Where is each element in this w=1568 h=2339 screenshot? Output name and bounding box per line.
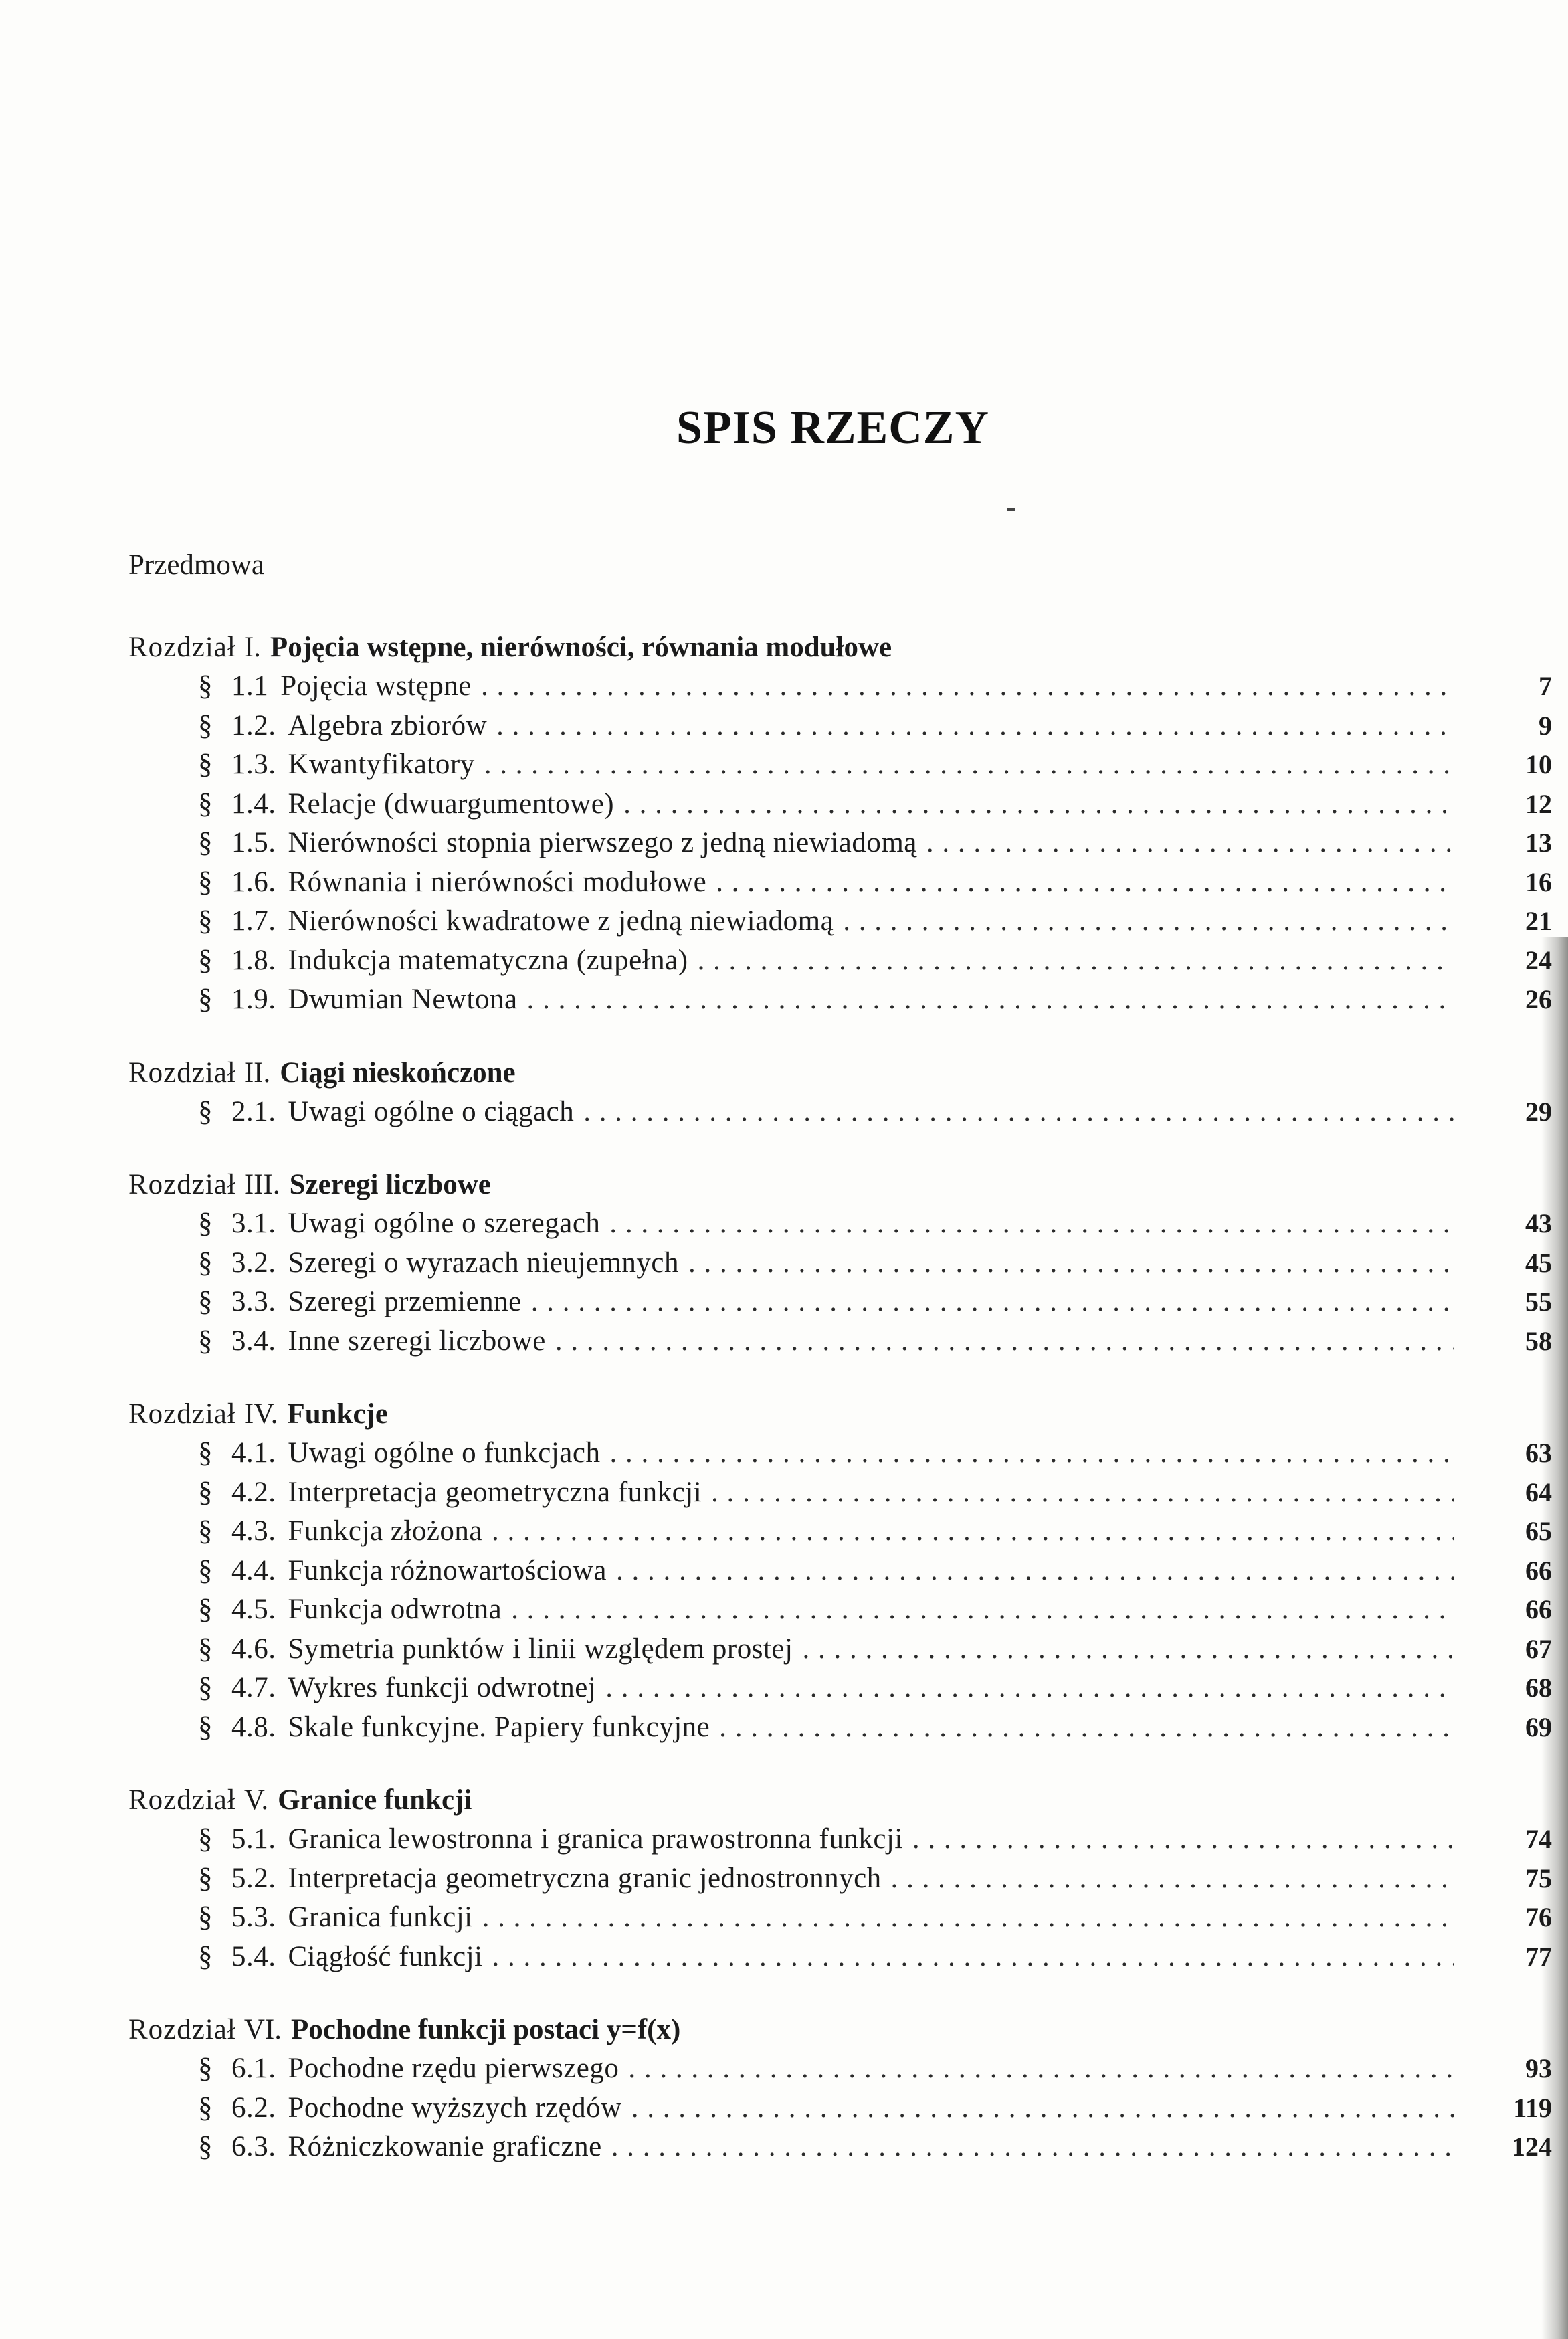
page-number: 65 xyxy=(1525,1516,1552,1546)
dot-leader xyxy=(531,1283,1454,1322)
chapter-heading[interactable] xyxy=(128,1395,1552,1434)
section-number: 3.3. xyxy=(231,1286,276,1317)
chapter-list xyxy=(128,628,1552,2167)
chapter-number: VI. xyxy=(243,2014,282,2045)
section-number: 1.4. xyxy=(231,787,276,820)
page-number: 64 xyxy=(1525,1477,1552,1507)
toc-entry[interactable] xyxy=(198,1859,1552,1899)
section-title: Uwagi ogólne o szeregach xyxy=(288,1208,601,1239)
section-number: 4.7. xyxy=(231,1672,276,1703)
section-number: 1.2. xyxy=(231,709,276,741)
chapter xyxy=(128,2010,1552,2167)
dot-leader xyxy=(912,1820,1454,1859)
chapter-title: Funkcje xyxy=(287,1398,388,1430)
toc-entry[interactable] xyxy=(198,1820,1552,1859)
section-sign: § xyxy=(198,1940,213,1972)
toc-entry[interactable] xyxy=(198,1244,1552,1283)
dot-leader xyxy=(611,2128,1454,2167)
page-number: 29 xyxy=(1525,1096,1552,1127)
dot-leader xyxy=(623,785,1454,824)
toc-entry[interactable] xyxy=(198,1898,1552,1938)
toc-entry[interactable] xyxy=(198,1512,1552,1552)
chapter-label: Rozdział xyxy=(128,1398,236,1430)
toc-entry[interactable] xyxy=(198,745,1552,785)
chapter-title: Ciągi nieskończone xyxy=(280,1056,516,1089)
section-title: Pochodne wyższych rzędów xyxy=(288,2091,622,2124)
chapter-heading[interactable] xyxy=(128,628,1552,667)
section-number: 4.2. xyxy=(231,1476,276,1508)
section-sign: § xyxy=(198,1208,213,1239)
section-sign: § xyxy=(198,1823,213,1855)
section-sign: § xyxy=(198,1515,213,1547)
toc-entry[interactable] xyxy=(198,1938,1552,1977)
dot-leader xyxy=(492,1938,1454,1977)
dot-leader xyxy=(527,980,1454,1020)
dot-leader xyxy=(628,2049,1454,2089)
section-title: Nierówności stopnia pierwszego z jedną niewiadomą xyxy=(288,827,917,858)
toc-entry[interactable] xyxy=(198,1434,1552,1473)
chapter-number: V. xyxy=(243,1784,269,1816)
page-number: 77 xyxy=(1525,1941,1552,1972)
section-title: Pochodne rzędu pierwszego xyxy=(288,2053,619,2084)
dot-leader xyxy=(843,902,1454,941)
section-title: Skale funkcyjne. Papiery funkcyjne xyxy=(288,1711,710,1743)
toc-entry[interactable] xyxy=(198,2128,1552,2167)
section-sign: § xyxy=(198,1437,213,1469)
section-title: Szeregi o wyrazach nieujemnych xyxy=(288,1246,679,1279)
section-title: Symetria punktów i linii względem prostej xyxy=(288,1632,793,1665)
section-number: 1.5. xyxy=(231,827,276,858)
page-number: 55 xyxy=(1525,1287,1552,1317)
page-number: 93 xyxy=(1525,2053,1552,2083)
page-number: 68 xyxy=(1525,1673,1552,1703)
dot-leader xyxy=(482,1898,1454,1938)
section-number: 3.4. xyxy=(231,1325,276,1357)
chapter-title: Szeregi liczbowe xyxy=(289,1169,491,1200)
page-number: 10 xyxy=(1525,749,1552,779)
toc-entry[interactable] xyxy=(198,863,1552,903)
toc-entry[interactable] xyxy=(198,1093,1552,1132)
chapter-heading[interactable] xyxy=(128,1781,1552,1820)
table-of-contents xyxy=(128,549,1552,2201)
section-title: Funkcja różnowartościowa xyxy=(288,1554,607,1586)
section-number: 3.1. xyxy=(231,1208,276,1239)
section-title: Indukcja matematyczna (zupełna) xyxy=(288,944,688,976)
toc-entry[interactable] xyxy=(198,980,1552,1020)
section-sign: § xyxy=(198,1246,213,1279)
page-number: 69 xyxy=(1525,1711,1552,1742)
section-title: Interpretacja geometryczna granic jednostronnych xyxy=(288,1862,882,1894)
page-number: 16 xyxy=(1525,866,1552,897)
section-number: 4.3. xyxy=(231,1515,276,1547)
toc-entry[interactable] xyxy=(198,2089,1552,2128)
page-number: 9 xyxy=(1539,710,1552,741)
toc-entry[interactable] xyxy=(198,707,1552,746)
chapter-title: Pojęcia wstępne, nierówności, równania modułowe xyxy=(270,632,892,663)
chapter-heading[interactable] xyxy=(128,1054,1552,1093)
section-number: 5.2. xyxy=(231,1862,276,1894)
dot-leader xyxy=(698,941,1454,981)
toc-entry[interactable] xyxy=(198,2049,1552,2089)
print-speck xyxy=(1007,508,1015,511)
section-sign: § xyxy=(198,2131,213,2162)
dot-leader xyxy=(605,1669,1454,1708)
dot-leader xyxy=(711,1473,1454,1513)
dot-leader xyxy=(555,1322,1454,1362)
section-number: 4.8. xyxy=(231,1711,276,1743)
toc-entry[interactable] xyxy=(198,824,1552,863)
section-sign: § xyxy=(198,1711,213,1743)
page-number: 119 xyxy=(1513,2092,1552,2123)
section-title: Dwumian Newtona xyxy=(288,984,518,1015)
section-title: Algebra zbiorów xyxy=(288,709,488,741)
toc-entry[interactable] xyxy=(198,1708,1552,1748)
toc-entry[interactable] xyxy=(198,902,1552,941)
page-number: 74 xyxy=(1525,1824,1552,1854)
chapter xyxy=(128,1165,1552,1361)
page-title: SPIS RZECZY xyxy=(676,402,990,454)
page-number: 75 xyxy=(1525,1863,1552,1893)
section-title: Granica funkcji xyxy=(288,1901,473,1933)
dot-leader xyxy=(511,1590,1454,1630)
page-number: 76 xyxy=(1525,1902,1552,1932)
section-number: 5.1. xyxy=(231,1823,276,1855)
section-number: 1.6. xyxy=(231,866,276,898)
toc-entry[interactable] xyxy=(198,785,1552,824)
chapter-heading[interactable] xyxy=(128,2010,1552,2049)
toc-entry[interactable] xyxy=(198,667,1552,707)
toc-entry[interactable] xyxy=(198,1669,1552,1708)
section-sign: § xyxy=(198,1325,213,1357)
section-number: 4.4. xyxy=(231,1554,276,1586)
section-title: Relacje (dwuargumentowe) xyxy=(288,787,615,820)
section-sign: § xyxy=(198,1862,213,1894)
section-title: Funkcja odwrotna xyxy=(288,1594,502,1625)
dot-leader xyxy=(583,1093,1454,1132)
chapter xyxy=(128,628,1552,1020)
section-sign: § xyxy=(198,1594,213,1625)
dot-leader xyxy=(481,667,1454,707)
section-number: 6.3. xyxy=(231,2131,276,2162)
page-number: 24 xyxy=(1525,945,1552,975)
chapter xyxy=(128,1395,1552,1747)
section-sign: § xyxy=(198,1901,213,1933)
chapter xyxy=(128,1781,1552,1976)
section-sign: § xyxy=(198,1095,213,1127)
chapter-title: Pochodne funkcji postaci y=f(x) xyxy=(290,2014,681,2045)
section-title: Szeregi przemienne xyxy=(288,1286,522,1317)
section-sign: § xyxy=(198,827,213,858)
chapter-number: II. xyxy=(243,1056,271,1089)
section-number: 1.9. xyxy=(231,984,276,1015)
page-number: 66 xyxy=(1525,1594,1552,1624)
dot-leader xyxy=(926,824,1454,863)
chapter-number: III. xyxy=(243,1169,280,1200)
section-number: 1.7. xyxy=(231,905,276,937)
section-title: Uwagi ogólne o funkcjach xyxy=(288,1437,601,1469)
toc-entry[interactable] xyxy=(198,1204,1552,1244)
section-title: Różniczkowanie graficzne xyxy=(288,2131,602,2162)
toc-entry[interactable] xyxy=(198,1322,1552,1362)
toc-entry[interactable] xyxy=(198,1552,1552,1591)
chapter-label: Rozdział xyxy=(128,632,236,663)
dot-leader xyxy=(688,1244,1454,1283)
section-number: 2.1. xyxy=(231,1095,276,1127)
chapter-label: Rozdział xyxy=(128,2014,236,2045)
section-number: 4.5. xyxy=(231,1594,276,1625)
section-sign: § xyxy=(198,1672,213,1703)
dot-leader xyxy=(609,1434,1454,1473)
section-sign: § xyxy=(198,1476,213,1508)
section-title: Nierówności kwadratowe z jedną niewiadomą xyxy=(288,905,834,937)
page-number: 45 xyxy=(1525,1247,1552,1278)
toc-entry[interactable] xyxy=(198,1473,1552,1513)
dot-leader xyxy=(802,1630,1454,1669)
page-number: 12 xyxy=(1525,788,1552,819)
section-sign: § xyxy=(198,866,213,898)
dot-leader xyxy=(716,863,1454,903)
page-number: 26 xyxy=(1525,984,1552,1014)
toc-entry[interactable] xyxy=(198,941,1552,981)
section-number: 3.2. xyxy=(231,1246,276,1279)
section-number: 5.4. xyxy=(231,1940,276,1972)
section-sign: § xyxy=(198,709,213,741)
section-number: 1.3. xyxy=(231,749,276,780)
section-number: 4.1. xyxy=(231,1437,276,1469)
chapter-label: Rozdział xyxy=(128,1784,236,1816)
chapter-label: Rozdział xyxy=(128,1056,236,1089)
page-number: 58 xyxy=(1525,1325,1552,1356)
section-title: Inne szeregi liczbowe xyxy=(288,1325,546,1357)
toc-entry[interactable] xyxy=(198,1283,1552,1322)
section-number: 6.1. xyxy=(231,2053,276,2084)
section-title: Funkcja złożona xyxy=(288,1515,482,1547)
section-sign: § xyxy=(198,670,213,702)
toc-entry[interactable] xyxy=(198,1590,1552,1630)
dot-leader xyxy=(719,1708,1454,1748)
section-sign: § xyxy=(198,749,213,780)
section-title: Pojęcia wstępne xyxy=(280,670,472,702)
section-title: Interpretacja geometryczna funkcji xyxy=(288,1476,702,1508)
section-title: Równania i nierówności modułowe xyxy=(288,866,707,898)
section-sign: § xyxy=(198,944,213,976)
section-number: 4.6. xyxy=(231,1632,276,1665)
chapter-number: IV. xyxy=(243,1398,278,1430)
chapter-number: I. xyxy=(243,632,261,663)
page-number: 43 xyxy=(1525,1208,1552,1238)
section-title: Kwantyfikatory xyxy=(288,749,475,780)
dot-leader xyxy=(484,745,1454,785)
section-sign: § xyxy=(198,2091,213,2124)
dot-leader xyxy=(496,707,1454,746)
chapter xyxy=(128,1054,1552,1132)
section-title: Wykres funkcji odwrotnej xyxy=(288,1672,597,1703)
dot-leader xyxy=(609,1204,1454,1244)
preface-entry[interactable]: Przedmowa xyxy=(128,549,264,581)
section-number: 1.1 xyxy=(231,670,269,702)
section-sign: § xyxy=(198,984,213,1015)
section-sign: § xyxy=(198,1632,213,1665)
section-title: Uwagi ogólne o ciągach xyxy=(288,1095,575,1127)
section-title: Granica lewostronna i granica prawostronna funkcji xyxy=(288,1823,903,1855)
section-sign: § xyxy=(198,905,213,937)
section-number: 1.8. xyxy=(231,944,276,976)
page-number: 67 xyxy=(1525,1633,1552,1664)
section-number: 6.2. xyxy=(231,2091,276,2124)
page-number: 63 xyxy=(1525,1438,1552,1468)
chapter-label: Rozdział xyxy=(128,1169,236,1200)
section-sign: § xyxy=(198,787,213,820)
dot-leader xyxy=(891,1859,1454,1899)
page-number: 21 xyxy=(1525,906,1552,936)
page-number: 66 xyxy=(1525,1555,1552,1586)
page-number: 13 xyxy=(1525,828,1552,858)
section-number: 5.3. xyxy=(231,1901,276,1933)
dot-leader xyxy=(616,1552,1454,1591)
dot-leader xyxy=(492,1512,1454,1552)
section-sign: § xyxy=(198,1286,213,1317)
section-title: Ciągłość funkcji xyxy=(288,1940,483,1972)
section-sign: § xyxy=(198,1554,213,1586)
dot-leader xyxy=(631,2089,1454,2128)
toc-entry[interactable] xyxy=(198,1630,1552,1669)
section-sign: § xyxy=(198,2053,213,2084)
chapter-heading[interactable] xyxy=(128,1165,1552,1204)
page-number: 7 xyxy=(1539,671,1552,701)
page-number: 124 xyxy=(1512,2132,1552,2162)
chapter-title: Granice funkcji xyxy=(278,1784,472,1816)
